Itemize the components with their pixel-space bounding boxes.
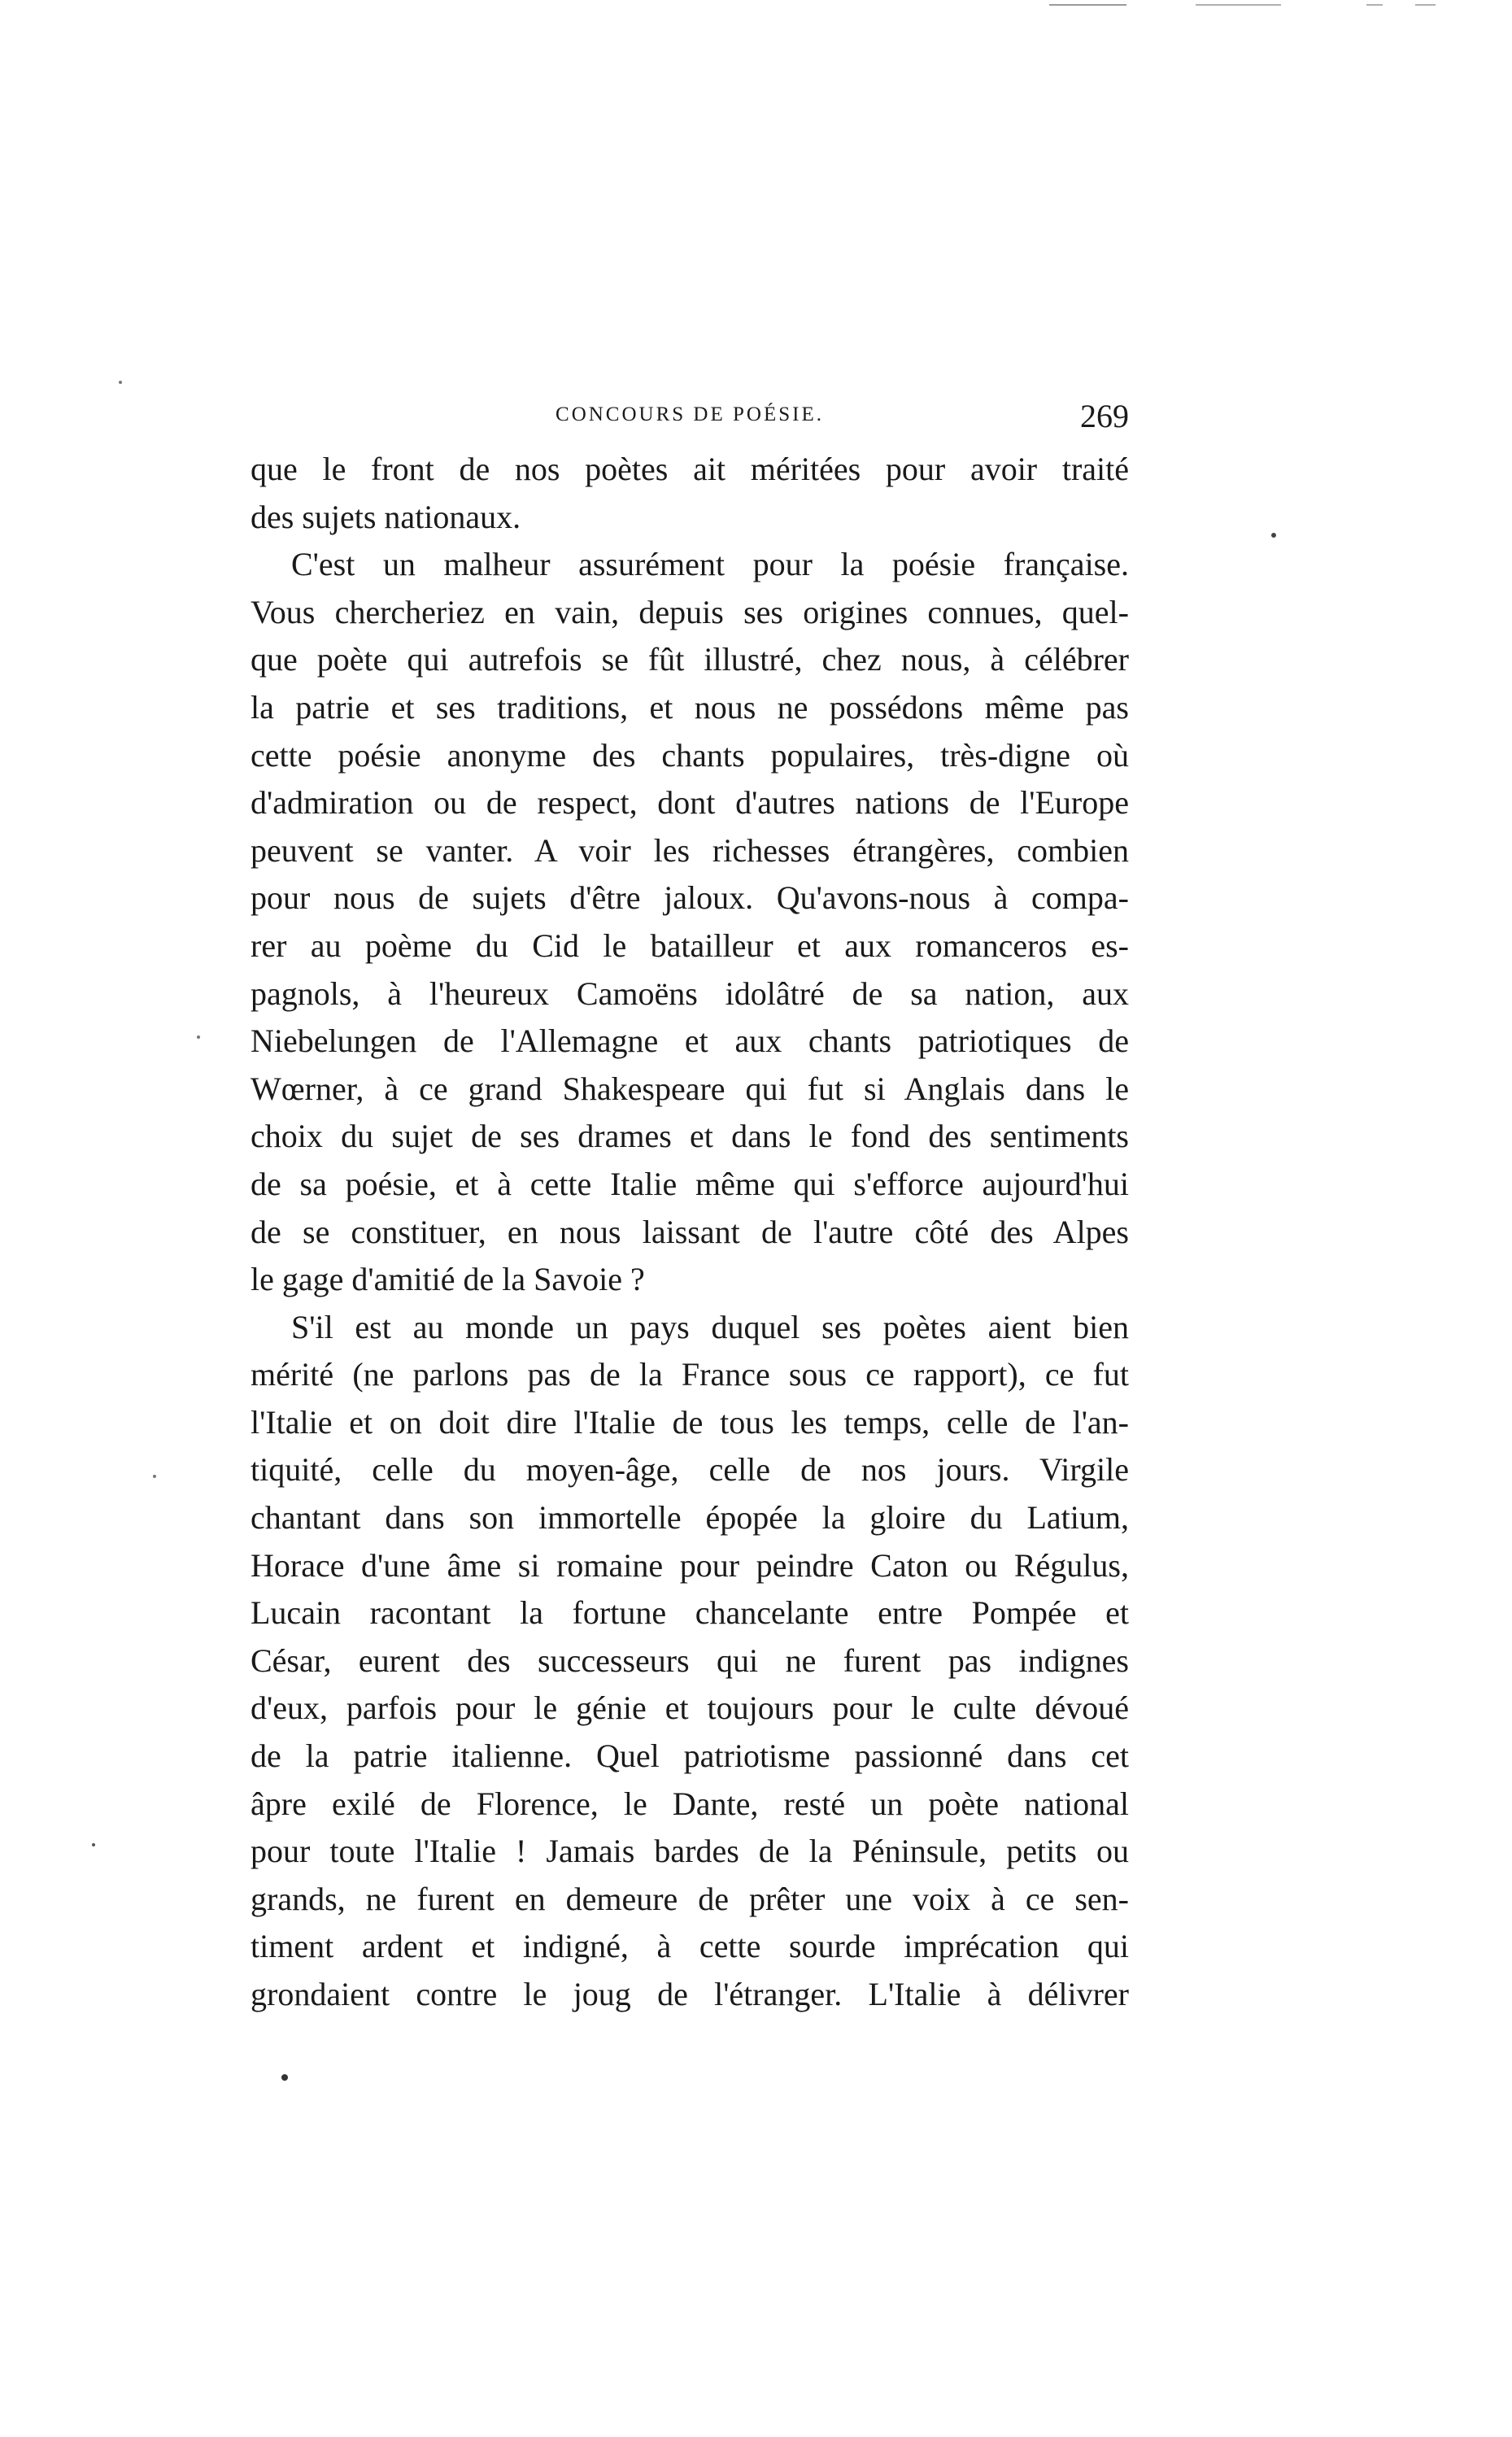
text-line: Lucain racontant la fortune chancelante entre Pompée et xyxy=(251,1594,1129,1632)
text-line: grondaient contre le joug de l'étranger. L'Italie à délivrer xyxy=(251,1976,1129,2012)
text-line: Niebelungen de l'Allemagne et aux chants patriotiques de xyxy=(251,1022,1129,1060)
text-line: César, eurent des successeurs qui ne furent pas indignes xyxy=(251,1641,1129,1679)
text-line: Vous chercheriez en vain, depuis ses origines connues, quel- xyxy=(251,593,1129,630)
text-line: cette poésie anonyme des chants populaires, très-digne où xyxy=(251,736,1129,774)
text-line: timent ardent et indigné, à cette sourde imprécation qui xyxy=(251,1928,1129,1965)
text-line: des sujets nationaux. xyxy=(251,498,521,535)
text-line: pagnols, à l'heureux Camoëns idolâtré de sa nation, aux xyxy=(251,974,1129,1012)
scan-speck xyxy=(153,1475,156,1478)
scan-speck xyxy=(281,2074,288,2081)
text-line: de se constituer, en nous laissant de l'autre côté des Alpes xyxy=(251,1213,1129,1250)
text-line: S'il est au monde un pays duquel ses poètes aient bien xyxy=(291,1308,1129,1345)
text-line: l'Italie et on doit dire l'Italie de tous les temps, celle de l'an- xyxy=(251,1403,1129,1441)
text-line: mérité (ne parlons pas de la France sous ce rapport), ce fut xyxy=(251,1356,1129,1393)
scan-speck xyxy=(119,381,122,384)
text-line: la patrie et ses traditions, et nous ne possédons même pas xyxy=(251,688,1129,726)
text-line: pour toute l'Italie ! Jamais bardes de la Péninsule, petits ou xyxy=(251,1833,1129,1870)
text-line: peuvent se vanter. A voir les richesses étrangères, combien xyxy=(251,831,1129,869)
text-line: Horace d'une âme si romaine pour peindre Caton ou Régulus, xyxy=(251,1546,1129,1584)
running-title: CONCOURS DE POÉSIE. xyxy=(556,403,824,425)
page-number: 269 xyxy=(1080,398,1129,434)
text-line: Wœrner, à ce grand Shakespeare qui fut si Anglais dans le xyxy=(251,1070,1129,1107)
text-line: d'admiration ou de respect, dont d'autres nations de l'Europe xyxy=(251,784,1129,822)
text-line: le gage d'amitié de la Savoie ? xyxy=(251,1261,645,1298)
running-head xyxy=(251,397,1129,438)
text-line: tiquité, celle du moyen-âge, celle de nos jours. Virgile xyxy=(251,1451,1129,1489)
scan-speck xyxy=(197,1035,200,1039)
text-line: que le front de nos poètes ait méritées pour avoir traité xyxy=(251,451,1129,487)
text-line: pour nous de sujets d'être jaloux. Qu'avons-nous à compa- xyxy=(251,879,1129,917)
text-line: d'eux, parfois pour le génie et toujours pour le culte dévoué xyxy=(251,1689,1129,1727)
text-line: chantant dans son immortelle épopée la gloire du Latium, xyxy=(251,1499,1129,1537)
text-line: grands, ne furent en demeure de prêter une voix à ce sen- xyxy=(251,1880,1129,1917)
text-line: rer au poème du Cid le batailleur et aux romanceros es- xyxy=(251,926,1129,964)
scan-speck xyxy=(92,1843,95,1846)
text-line: de sa poésie, et à cette Italie même qui s'efforce aujourd'hui xyxy=(251,1165,1129,1202)
text-line: que poète qui autrefois se fût illustré, chez nous, à célébrer xyxy=(251,641,1129,678)
text-line: âpre exilé de Florence, le Dante, resté un poète national xyxy=(251,1785,1129,1822)
body-text xyxy=(251,446,1129,2019)
text-line: C'est un malheur assurément pour la poésie française. xyxy=(291,546,1129,583)
scan-speck xyxy=(1271,533,1276,538)
text-line: choix du sujet de ses drames et dans le fond des sentiments xyxy=(251,1118,1129,1155)
text-line: de la patrie italienne. Quel patriotisme passionné dans cet xyxy=(251,1737,1129,1775)
